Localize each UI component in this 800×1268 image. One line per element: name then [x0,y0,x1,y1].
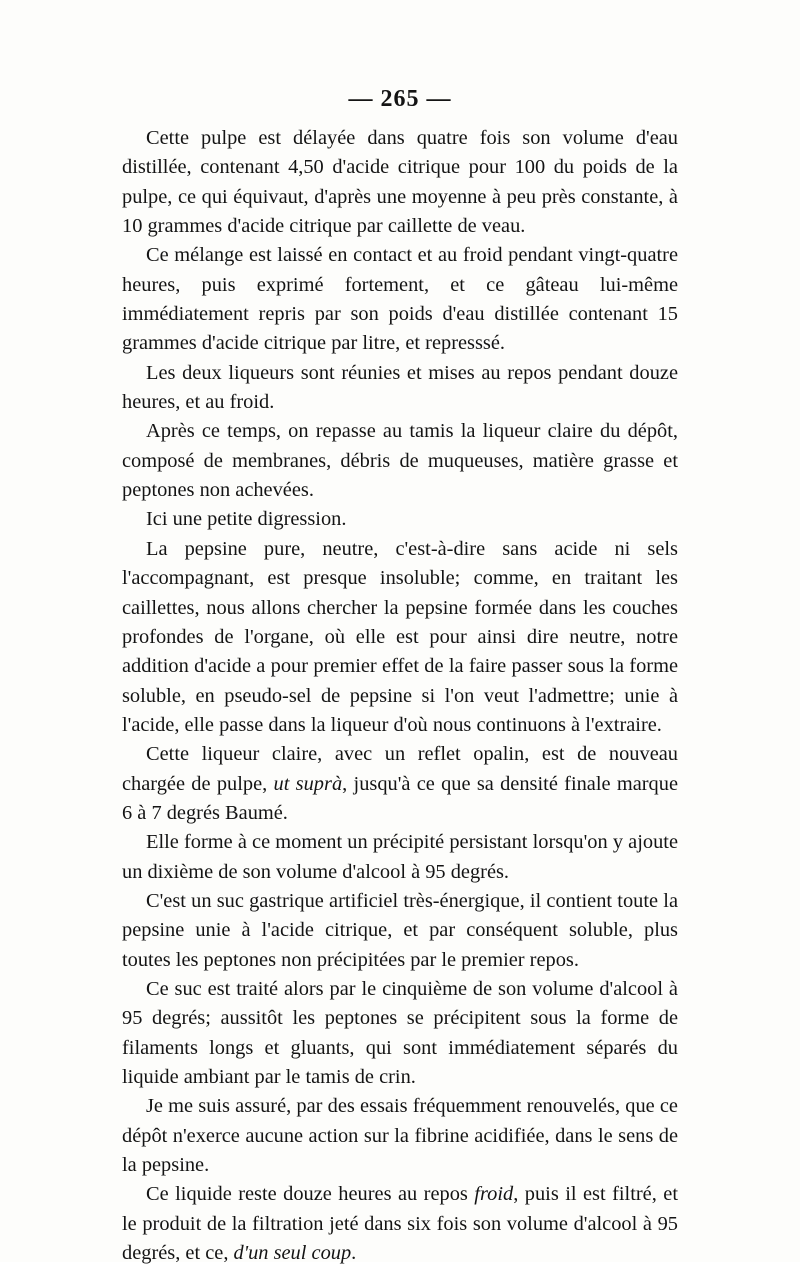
paragraph-9: C'est un suc gastrique artificiel très-énergique, il contient toute la pepsine unie à l'acide citrique, et par conséquent soluble, plus toutes les peptones non précipitées par le premier repos. [122,889,678,971]
paragraph-12-middle: , puis il est filtré, et le produit de la filtration jeté dans six fois son volume d'alcool à 95 degrés, et ce, [122,1183,678,1265]
paragraph-7-italic: ut suprà [273,772,343,795]
body-text [122,124,678,1268]
paragraph-6: La pepsine pure, neutre, c'est-à-dire sans acide ni sels l'accompagnant, est presque insoluble; comme, en traitant les caillettes, nous allons chercher la pepsine formée dans les couches profondes de l'organe, où elle est pour ainsi dire neutre, notre addition d'acide a pour premier effet de la faire passer sous la forme soluble, en pseudo-sel de pepsine si l'on veut l'admettre; unie à l'acide, elle passe dans la liqueur d'où nous continuons à l'extraire. [122,537,678,736]
paragraph-5: Ici une petite digression. [146,508,347,531]
paragraph-8: Elle forme à ce moment un précipité persistant lorsqu'on y ajoute un dixième de son volume d'alcool à 95 degrés. [122,831,678,883]
paragraph-7-end: , jusqu'à ce que sa densité finale marque 6 à 7 degrés Baumé. [122,772,678,824]
paragraph-11: Je me suis assuré, par des essais fréquemment renouvelés, que ce dépôt n'exerce aucune action sur la fibrine acidifiée, dans le sens de la pepsine. [122,1095,678,1177]
paragraph-12 [122,1180,678,1268]
paragraph-7 [122,740,678,828]
paragraph-12-italic-1: froid [474,1183,514,1206]
paragraph-4: Après ce temps, on repasse au tamis la liqueur claire du dépôt, composé de membranes, débris de muqueuses, matière grasse et peptones non achevées. [122,420,678,502]
paragraph-1: Cette pulpe est délayée dans quatre fois son volume d'eau distillée, contenant 4,50 d'acide citrique pour 100 du poids de la pulpe, ce qui équivaut, d'après une moyenne à peu près constante, à 10 grammes d'acide citrique par caillette de veau. [122,127,678,238]
paragraph-10: Ce suc est traité alors par le cinquième de son volume d'alcool à 95 degrés; aussitôt les peptones se précipitent sous la forme de filaments longs et gluants, qui sont immédiatement séparés du liquide ambiant par le tamis de crin. [122,977,678,1088]
paragraph-12-end: . [351,1242,357,1265]
paragraph-12-start: Ce liquide reste douze heures au repos [146,1183,475,1206]
page-number: — 265 — [348,86,452,112]
paragraph-12-italic-2: d'un seul coup [233,1242,352,1265]
paragraph-3: Les deux liqueurs sont réunies et mises au repos pendant douze heures, et au froid. [122,361,678,414]
paragraph-7-start: Cette liqueur claire, avec un reflet opalin, est de nouveau chargée de pulpe, [122,743,678,795]
paragraph-2: Ce mélange est laissé en contact et au froid pendant vingt-quatre heures, puis exprimé fortement, et ce gâteau lui-même immédiatement repris par son poids d'eau distillée contenant 15 grammes d'acide citrique par litre, et represssé. [122,244,678,355]
